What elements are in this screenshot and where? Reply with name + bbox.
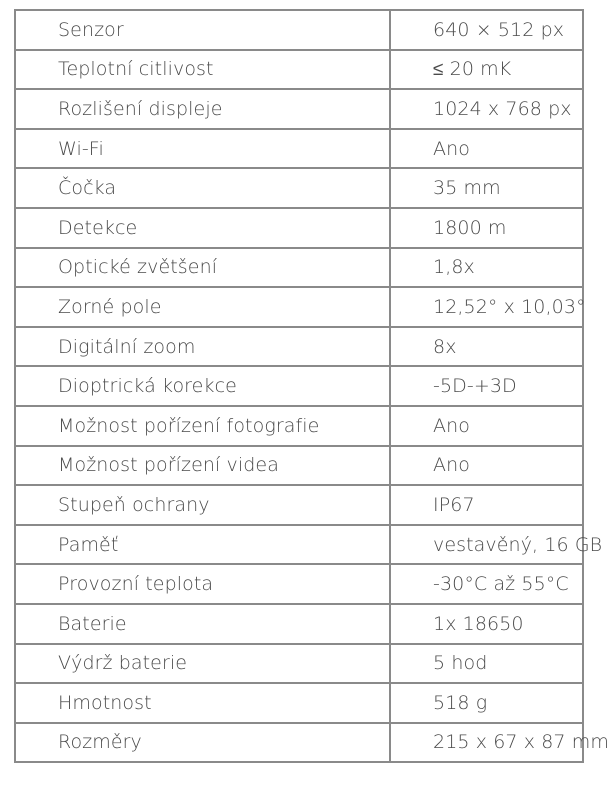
table-row <box>15 287 583 327</box>
spec-label: Výdrž baterie <box>15 644 390 684</box>
spec-value: IP67 <box>390 485 583 525</box>
spec-label: Dioptrická korekce <box>15 366 390 406</box>
spec-label: Možnost pořízení fotografie <box>15 406 390 446</box>
table-row <box>15 50 583 90</box>
spec-label: Senzor <box>15 10 390 50</box>
spec-value: 35 mm <box>390 168 583 208</box>
spec-label: Provozní teplota <box>15 564 390 604</box>
table-row <box>15 564 583 604</box>
spec-value: Ano <box>390 129 583 169</box>
table-row <box>15 89 583 129</box>
spec-label: Optické zvětšení <box>15 248 390 288</box>
spec-label: Čočka <box>15 168 390 208</box>
spec-label: Paměť <box>15 525 390 565</box>
spec-label: Stupeň ochrany <box>15 485 390 525</box>
spec-value: Ano <box>390 406 583 446</box>
table-row <box>15 327 583 367</box>
spec-label: Baterie <box>15 604 390 644</box>
spec-value: vestavěný, 16 GB <box>390 525 583 565</box>
table-row <box>15 644 583 684</box>
spec-table-body <box>15 10 609 762</box>
spec-value: 518 g <box>390 683 583 723</box>
spec-value: 1x 18650 <box>390 604 583 644</box>
spec-value: 640 × 512 px <box>390 10 583 50</box>
spec-label: Hmotnost <box>15 683 390 723</box>
table-row <box>15 129 583 169</box>
spec-value: 215 x 67 x 87 mm <box>390 723 583 763</box>
spec-label: Rozměry <box>15 723 390 763</box>
spec-value: 1024 x 768 px <box>390 89 583 129</box>
spec-value: -5D-+3D <box>390 366 583 406</box>
spec-label: Digitální zoom <box>15 327 390 367</box>
spec-table <box>14 9 609 763</box>
table-row <box>15 683 583 723</box>
spec-value: 5 hod <box>390 644 583 684</box>
spec-value: Ano <box>390 446 583 486</box>
table-row <box>15 208 583 248</box>
table-row <box>15 485 583 525</box>
table-row <box>15 446 583 486</box>
spec-label: Wi-Fi <box>15 129 390 169</box>
spec-label: Detekce <box>15 208 390 248</box>
spec-value: 12,52° x 10,03° <box>390 287 583 327</box>
table-row <box>15 10 583 50</box>
spec-value: 1,8x <box>390 248 583 288</box>
spec-value: -30°C až 55°C <box>390 564 583 604</box>
table-row <box>15 366 583 406</box>
table-row <box>15 723 583 763</box>
table-row <box>15 406 583 446</box>
spec-label: Rozlišení displeje <box>15 89 390 129</box>
spec-value: 8x <box>390 327 583 367</box>
table-row <box>15 248 583 288</box>
spec-label: Teplotní citlivost <box>15 50 390 90</box>
spec-value: 1800 m <box>390 208 583 248</box>
spec-label: Možnost pořízení videa <box>15 446 390 486</box>
table-row <box>15 604 583 644</box>
table-row <box>15 525 583 565</box>
spec-value: ≤ 20 mK <box>390 50 583 90</box>
table-row <box>15 168 583 208</box>
spec-label: Zorné pole <box>15 287 390 327</box>
